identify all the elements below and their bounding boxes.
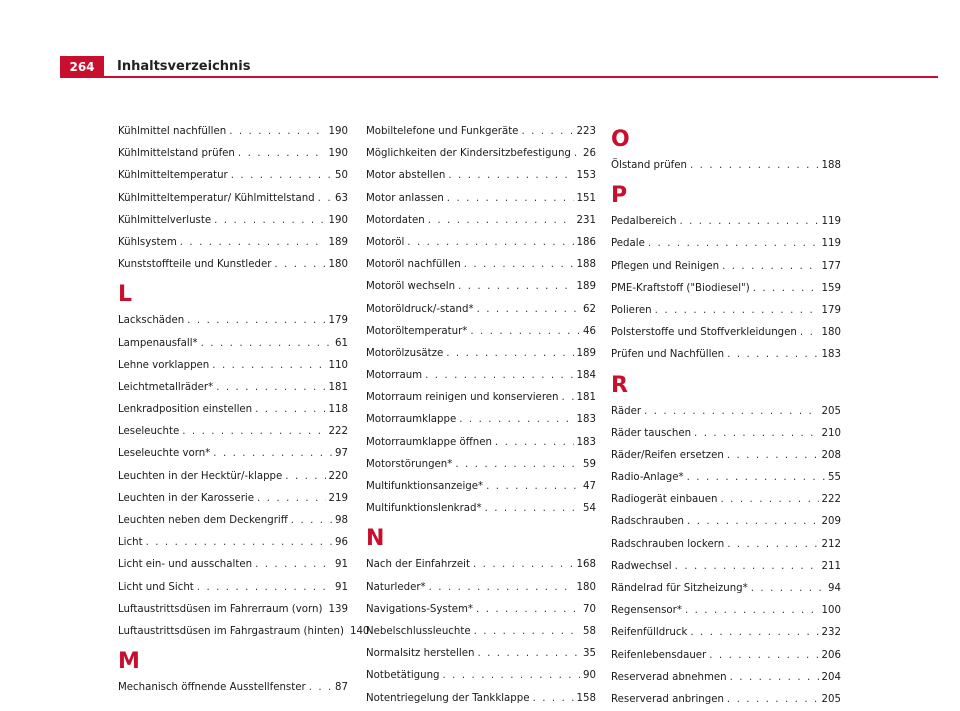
entry-label: Licht ein- und ausschalten <box>118 554 252 576</box>
entry-label: Mechanisch öffnende Ausstellfenster <box>118 677 306 699</box>
entry-label: Radschrauben lockern <box>611 534 724 556</box>
index-entry[interactable] <box>611 322 841 344</box>
entry-label: Ölstand prüfen <box>611 155 687 177</box>
index-entry[interactable] <box>611 445 841 467</box>
dot-leader <box>458 276 574 298</box>
dot-leader <box>675 556 819 578</box>
index-entry[interactable] <box>118 443 348 465</box>
entry-page-number: 208 <box>822 445 841 467</box>
entry-page-number: 181 <box>577 387 596 409</box>
index-entry[interactable] <box>118 210 348 232</box>
index-entry[interactable] <box>611 423 841 445</box>
entry-label: Motor abstellen <box>366 165 445 187</box>
entry-page-number: 181 <box>329 377 348 399</box>
index-entry[interactable] <box>366 165 596 187</box>
entry-page-number: 94 <box>828 578 841 600</box>
entry-page-number: 118 <box>329 399 348 421</box>
index-entry[interactable] <box>366 665 596 687</box>
entry-label: Möglichkeiten der Kindersitzbefestigung <box>366 143 571 165</box>
entry-label: Multifunktionslenkrad* <box>366 498 482 520</box>
index-entry[interactable] <box>118 532 348 554</box>
entry-label: Pedale <box>611 233 645 255</box>
entry-page-number: 91 <box>335 577 348 599</box>
dot-leader <box>753 278 819 300</box>
dot-leader <box>694 423 819 445</box>
entry-page-number: 63 <box>335 188 348 210</box>
index-entry[interactable] <box>118 466 348 488</box>
index-entry[interactable] <box>366 643 596 665</box>
entry-label: Multifunktionsanzeige* <box>366 476 483 498</box>
entry-label: Reifenfülldruck <box>611 622 687 644</box>
index-column-2 <box>366 121 596 710</box>
dot-leader <box>318 188 332 210</box>
entry-label: Nebelschlussleuchte <box>366 621 471 643</box>
dot-leader <box>197 577 332 599</box>
index-entry[interactable] <box>611 622 841 644</box>
index-column-1 <box>118 121 348 699</box>
entry-page-number: 190 <box>329 143 348 165</box>
dot-leader <box>447 188 574 210</box>
index-entry[interactable] <box>611 645 841 667</box>
entry-page-number: 212 <box>822 534 841 556</box>
entry-page-number: 97 <box>335 443 348 465</box>
entry-page-number: 140 <box>350 621 369 643</box>
entry-label: Leuchten neben dem Deckengriff <box>118 510 288 532</box>
entry-label: Radwechsel <box>611 556 672 578</box>
index-entry[interactable] <box>366 232 596 254</box>
page-number: 264 <box>60 56 104 78</box>
entry-label: Motoröl nachfüllen <box>366 254 461 276</box>
index-entry[interactable] <box>611 667 841 689</box>
index-entry[interactable] <box>611 300 841 322</box>
entry-label: Licht <box>118 532 143 554</box>
entry-label: Motoröl <box>366 232 404 254</box>
index-entry[interactable] <box>366 143 596 165</box>
entry-page-number: 189 <box>577 343 596 365</box>
entry-label: Radiogerät einbauen <box>611 489 717 511</box>
dot-leader <box>448 165 573 187</box>
entry-page-number: 58 <box>583 621 596 643</box>
index-entry[interactable] <box>366 621 596 643</box>
index-entry[interactable] <box>118 554 348 576</box>
entry-label: Kühlsystem <box>118 232 177 254</box>
index-entry[interactable] <box>366 299 596 321</box>
dot-leader <box>459 409 573 431</box>
entry-label: Luftaustrittsdüsen im Fahrgastraum (hinten) <box>118 621 344 643</box>
index-entry[interactable] <box>611 256 841 278</box>
entry-page-number: 211 <box>822 556 841 578</box>
dot-leader <box>473 554 574 576</box>
entry-label: Lampenausfall* <box>118 333 198 355</box>
index-entry[interactable] <box>118 599 348 621</box>
entry-page-number: 209 <box>822 511 841 533</box>
dot-leader <box>187 310 325 332</box>
entry-label: Motoröltemperatur* <box>366 321 467 343</box>
index-entry[interactable] <box>611 534 841 556</box>
section-letter: O <box>611 127 841 155</box>
dot-leader <box>644 401 819 423</box>
entry-page-number: 184 <box>577 365 596 387</box>
entry-page-number: 232 <box>822 622 841 644</box>
dot-leader <box>486 476 580 498</box>
dot-leader <box>428 210 574 232</box>
entry-label: Licht und Sicht <box>118 577 194 599</box>
index-entry[interactable] <box>118 510 348 532</box>
index-entry[interactable] <box>611 511 841 533</box>
dot-leader <box>727 344 818 366</box>
entry-label: Kühlmittel nachfüllen <box>118 121 226 143</box>
entry-page-number: 180 <box>577 577 596 599</box>
dot-leader <box>648 233 819 255</box>
dot-leader <box>679 211 818 233</box>
entry-label: Motor anlassen <box>366 188 444 210</box>
dot-leader <box>255 554 332 576</box>
dot-leader <box>574 143 580 165</box>
entry-label: Navigations-System* <box>366 599 473 621</box>
entry-page-number: 151 <box>577 188 596 210</box>
index-entry[interactable] <box>366 476 596 498</box>
entry-label: Radio-Anlage* <box>611 467 684 489</box>
dot-leader <box>687 467 825 489</box>
dot-leader <box>476 599 580 621</box>
index-entry[interactable] <box>366 121 596 143</box>
page-title: Inhaltsverzeichnis <box>117 59 250 74</box>
entry-page-number: 59 <box>583 454 596 476</box>
entry-label: Kühlmittelverluste <box>118 210 211 232</box>
entry-label: Polieren <box>611 300 652 322</box>
index-entry[interactable] <box>118 232 348 254</box>
dot-leader <box>429 577 574 599</box>
dot-leader <box>751 578 825 600</box>
entry-label: Motorstörungen* <box>366 454 452 476</box>
index-entry[interactable] <box>118 121 348 143</box>
entry-label: Motordaten <box>366 210 425 232</box>
index-entry[interactable] <box>118 310 348 332</box>
entry-page-number: 55 <box>828 467 841 489</box>
dot-leader <box>495 432 574 454</box>
dot-leader <box>443 665 581 687</box>
entry-page-number: 223 <box>577 121 596 143</box>
dot-leader <box>238 143 326 165</box>
index-entry[interactable] <box>366 554 596 576</box>
entry-page-number: 96 <box>335 532 348 554</box>
entry-page-number: 50 <box>335 165 348 187</box>
index-entry[interactable] <box>366 577 596 599</box>
entry-label: Motorraumklappe <box>366 409 456 431</box>
index-entry[interactable] <box>118 143 348 165</box>
dot-leader <box>690 622 818 644</box>
entry-page-number: 91 <box>335 554 348 576</box>
entry-page-number: 159 <box>822 278 841 300</box>
entry-page-number: 61 <box>335 333 348 355</box>
entry-label: Motorölzusätze <box>366 343 443 365</box>
section-letter: R <box>611 373 841 401</box>
entry-page-number: 90 <box>583 665 596 687</box>
entry-label: Motorraum reinigen und konservieren <box>366 387 559 409</box>
entry-label: Lenkradposition einstellen <box>118 399 252 421</box>
dot-leader <box>257 488 326 510</box>
index-entry[interactable] <box>366 409 596 431</box>
index-entry[interactable] <box>366 343 596 365</box>
index-entry[interactable] <box>118 355 348 377</box>
section-letter: N <box>366 526 596 554</box>
dot-leader <box>477 643 580 665</box>
dot-leader <box>709 645 818 667</box>
header-rule <box>104 76 938 78</box>
dot-leader <box>690 155 819 177</box>
index-entry[interactable] <box>366 210 596 232</box>
entry-page-number: 119 <box>822 233 841 255</box>
entry-label: Notbetätigung <box>366 665 440 687</box>
entry-page-number: 183 <box>822 344 841 366</box>
entry-label: Motoröldruck/-stand* <box>366 299 474 321</box>
entry-label: Prüfen und Nachfüllen <box>611 344 724 366</box>
index-entry[interactable] <box>366 454 596 476</box>
entry-page-number: 100 <box>822 600 841 622</box>
entry-label: Luftaustrittsdüsen im Fahrerraum (vorn) <box>118 599 322 621</box>
entry-label: Naturleder* <box>366 577 426 599</box>
entry-label: Kunststoffteile und Kunstleder <box>118 254 271 276</box>
index-entry[interactable] <box>366 276 596 298</box>
entry-label: Lehne vorklappen <box>118 355 209 377</box>
entry-label: Motorraumklappe öffnen <box>366 432 492 454</box>
dot-leader <box>474 621 580 643</box>
entry-page-number: 189 <box>577 276 596 298</box>
entry-page-number: 222 <box>329 421 348 443</box>
entry-page-number: 190 <box>329 210 348 232</box>
dot-leader <box>229 121 325 143</box>
entry-label: Radschrauben <box>611 511 684 533</box>
index-entry[interactable] <box>611 578 841 600</box>
entry-page-number: 190 <box>329 121 348 143</box>
dot-leader <box>455 454 580 476</box>
index-entry[interactable] <box>611 401 841 423</box>
index-entry[interactable] <box>118 165 348 187</box>
index-column-3 <box>611 121 841 711</box>
dot-leader <box>213 443 332 465</box>
dot-leader <box>274 254 325 276</box>
entry-label: Reserverad anbringen <box>611 689 724 711</box>
index-entry[interactable] <box>366 432 596 454</box>
entry-label: PME-Kraftstoff ("Biodiesel") <box>611 278 750 300</box>
dot-leader <box>720 489 818 511</box>
entry-page-number: 26 <box>583 143 596 165</box>
dot-leader <box>533 688 574 710</box>
entry-page-number: 98 <box>335 510 348 532</box>
entry-page-number: 180 <box>329 254 348 276</box>
entry-label: Kühlmitteltemperatur <box>118 165 228 187</box>
entry-page-number: 189 <box>329 232 348 254</box>
dot-leader <box>180 232 326 254</box>
entry-page-number: 177 <box>822 256 841 278</box>
entry-page-number: 186 <box>577 232 596 254</box>
entry-page-number: 204 <box>822 667 841 689</box>
entry-page-number: 205 <box>822 689 841 711</box>
index-entry[interactable] <box>366 498 596 520</box>
entry-label: Normalsitz herstellen <box>366 643 474 665</box>
entry-page-number: 46 <box>583 321 596 343</box>
entry-page-number: 110 <box>329 355 348 377</box>
index-entry[interactable] <box>366 387 596 409</box>
entry-label: Polsterstoffe und Stoffverkleidungen <box>611 322 797 344</box>
entry-label: Kühlmitteltemperatur/ Kühlmittelstand <box>118 188 315 210</box>
dot-leader <box>231 165 332 187</box>
entry-label: Räder <box>611 401 641 423</box>
entry-page-number: 47 <box>583 476 596 498</box>
entry-page-number: 158 <box>577 688 596 710</box>
entry-page-number: 87 <box>335 677 348 699</box>
entry-page-number: 62 <box>583 299 596 321</box>
entry-label: Motoröl wechseln <box>366 276 455 298</box>
index-entry[interactable] <box>118 577 348 599</box>
entry-page-number: 183 <box>577 432 596 454</box>
entry-label: Reifenlebensdauer <box>611 645 706 667</box>
index-entry[interactable] <box>118 399 348 421</box>
dot-leader <box>477 299 580 321</box>
index-entry[interactable] <box>611 467 841 489</box>
entry-page-number: 179 <box>822 300 841 322</box>
entry-label: Leuchten in der Karosserie <box>118 488 254 510</box>
entry-label: Leuchten in der Hecktür/-klappe <box>118 466 282 488</box>
dot-leader <box>309 677 332 699</box>
index-entry[interactable] <box>611 211 841 233</box>
section-letter: L <box>118 282 348 310</box>
index-entry[interactable] <box>118 333 348 355</box>
index-entry[interactable] <box>366 321 596 343</box>
dot-leader <box>521 121 573 143</box>
dot-leader <box>214 210 325 232</box>
index-entry[interactable] <box>366 365 596 387</box>
dot-leader <box>407 232 573 254</box>
dot-leader <box>212 355 325 377</box>
entry-page-number: 188 <box>822 155 841 177</box>
dot-leader <box>182 421 325 443</box>
dot-leader <box>146 532 332 554</box>
index-entry[interactable] <box>611 278 841 300</box>
dot-leader <box>687 511 819 533</box>
entry-page-number: 183 <box>577 409 596 431</box>
entry-label: Pflegen und Reinigen <box>611 256 719 278</box>
dot-leader <box>201 333 332 355</box>
entry-label: Nach der Einfahrzeit <box>366 554 470 576</box>
index-entry[interactable] <box>611 155 841 177</box>
index-entry[interactable] <box>366 188 596 210</box>
entry-label: Regensensor* <box>611 600 682 622</box>
index-entry[interactable] <box>118 377 348 399</box>
entry-page-number: 222 <box>822 489 841 511</box>
index-entry[interactable] <box>366 599 596 621</box>
dot-leader <box>730 667 819 689</box>
entry-page-number: 188 <box>577 254 596 276</box>
dot-leader <box>800 322 819 344</box>
dot-leader <box>446 343 573 365</box>
entry-label: Reserverad abnehmen <box>611 667 727 689</box>
entry-page-number: 119 <box>822 211 841 233</box>
entry-page-number: 219 <box>329 488 348 510</box>
entry-page-number: 168 <box>577 554 596 576</box>
entry-label: Räder/Reifen ersetzen <box>611 445 724 467</box>
entry-label: Pedalbereich <box>611 211 676 233</box>
entry-page-number: 139 <box>329 599 348 621</box>
entry-page-number: 231 <box>577 210 596 232</box>
index-entry[interactable] <box>611 344 841 366</box>
entry-label: Leseleuchte vorn* <box>118 443 210 465</box>
section-letter: P <box>611 183 841 211</box>
index-entry[interactable] <box>118 488 348 510</box>
entry-label: Rändelrad für Sitzheizung* <box>611 578 748 600</box>
index-entry[interactable] <box>366 254 596 276</box>
entry-label: Motorraum <box>366 365 422 387</box>
dot-leader <box>216 377 325 399</box>
dot-leader <box>470 321 580 343</box>
entry-label: Räder tauschen <box>611 423 691 445</box>
dot-leader <box>727 534 818 556</box>
dot-leader <box>722 256 818 278</box>
dot-leader <box>485 498 580 520</box>
dot-leader <box>255 399 325 421</box>
index-entry[interactable] <box>611 489 841 511</box>
dot-leader <box>285 466 325 488</box>
dot-leader <box>291 510 332 532</box>
entry-page-number: 35 <box>583 643 596 665</box>
entry-label: Mobiltelefone und Funkgeräte <box>366 121 518 143</box>
entry-page-number: 180 <box>822 322 841 344</box>
entry-page-number: 179 <box>329 310 348 332</box>
section-letter: M <box>118 649 348 677</box>
entry-label: Leseleuchte <box>118 421 179 443</box>
entry-page-number: 153 <box>577 165 596 187</box>
entry-page-number: 70 <box>583 599 596 621</box>
entry-label: Notentriegelung der Tankklappe <box>366 688 530 710</box>
index-entry[interactable] <box>366 688 596 710</box>
entry-label: Leichtmetallräder* <box>118 377 213 399</box>
index-entry[interactable] <box>118 421 348 443</box>
entry-page-number: 54 <box>583 498 596 520</box>
index-entry[interactable] <box>611 233 841 255</box>
dot-leader <box>464 254 574 276</box>
index-entry[interactable] <box>611 556 841 578</box>
entry-label: Lackschäden <box>118 310 184 332</box>
index-entry[interactable] <box>118 677 348 699</box>
index-entry[interactable] <box>118 621 348 643</box>
entry-page-number: 206 <box>822 645 841 667</box>
dot-leader <box>685 600 819 622</box>
index-entry[interactable] <box>118 188 348 210</box>
index-entry[interactable] <box>118 254 348 276</box>
dot-leader <box>425 365 573 387</box>
dot-leader <box>655 300 819 322</box>
entry-page-number: 205 <box>822 401 841 423</box>
entry-page-number: 210 <box>822 423 841 445</box>
entry-label: Kühlmittelstand prüfen <box>118 143 235 165</box>
dot-leader <box>562 387 574 409</box>
dot-leader <box>727 445 819 467</box>
entry-page-number: 220 <box>329 466 348 488</box>
index-entry[interactable] <box>611 600 841 622</box>
